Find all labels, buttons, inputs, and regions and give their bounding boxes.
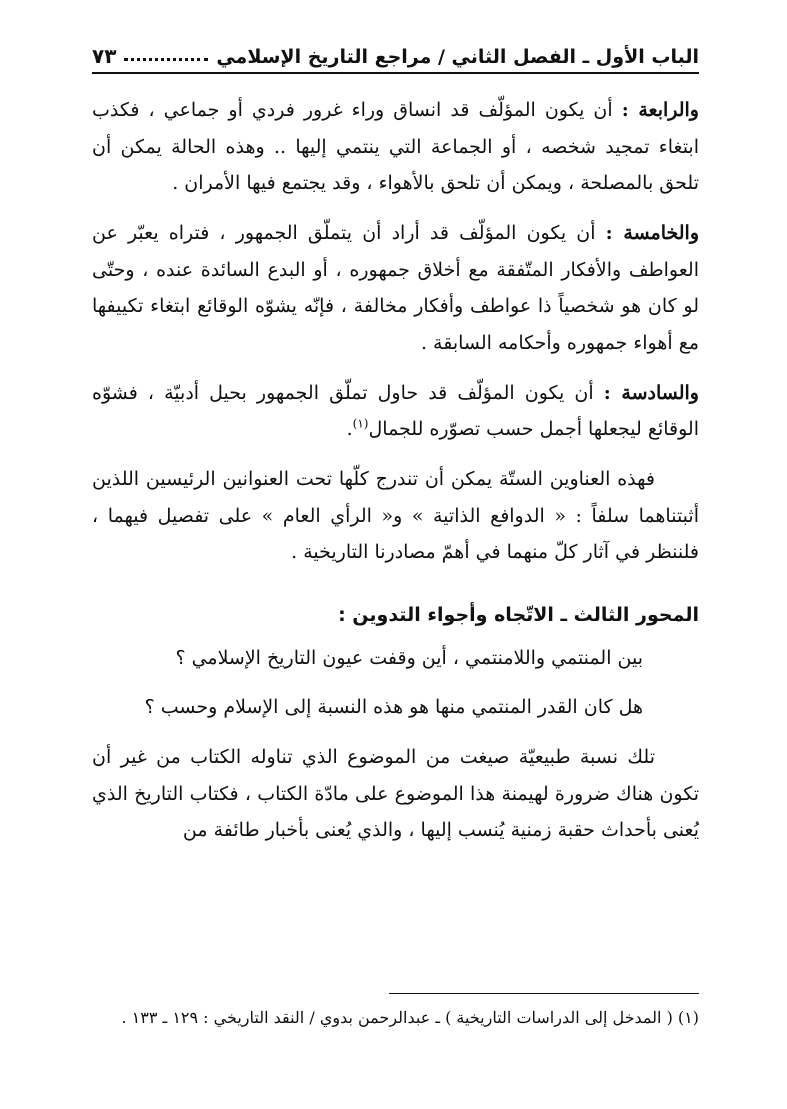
- paragraph-summary: فهذه العناوين الستّة يمكن أن تندرج كلّها تحت العنوانين الرئيسين اللذين أثبتناهما سلفاً : « الدوافع الذاتية » و« الرأي العام » على تفصيل فيهما ، فلننظر في آثار كلّ منهما في أهمّ مصادرنا التاريخية .: [92, 467, 699, 564]
- main-text: [92, 92, 699, 862]
- section-heading: المحور الثالث ـ الاتّجاه وأجواء التدوين :: [338, 603, 699, 626]
- paragraph-end: .: [346, 418, 353, 441]
- page-number: ٧٣: [92, 44, 117, 68]
- paragraph-fourth: [92, 92, 699, 202]
- running-title: الباب الأول ـ الفصل الثاني / مراجع التاريخ الإسلامي: [216, 46, 699, 68]
- paragraph-body: أن يكون المؤلّف قد حاول تملّق الجمهور بحيل أدبيّة ، فشوّه الوقائع ليجعلها أجمل حسب تصوّره للجمال: [92, 381, 699, 441]
- paragraph-section-body: تلك نسبة طبيعيّة صيغت من الموضوع الذي تناوله الكتاب من غير أن تكون هناك ضرورة لهيمنة هذا الموضوع على مادّة الكتاب ، فكتاب التاريخ الذي يُعنى بأحداث حقبة زمنية يُنسب إليها ، والذي يُعنى بأخبار طائفة من: [92, 745, 699, 842]
- footnote-reference[interactable]: (١): [352, 416, 369, 431]
- paragraph-lead: والرابعة :: [621, 99, 699, 121]
- paragraph-fifth: [92, 215, 699, 362]
- running-header: [92, 34, 699, 74]
- paragraph-lead: والخامسة :: [605, 221, 699, 244]
- paragraph-lead: والسادسة :: [603, 381, 699, 404]
- paragraph-body: أن يكون المؤلّف قد انساق وراء غرور فردي أو جماعي ، فكذب ابتغاء تمجيد شخصه ، أو الجماعة التي ينتمي إليها .. وهذه الحالة يمكن أن تلحق بالمصلحة ، ويمكن أن تلحق بالأهواء ، وقد يجتمع فيها الأمران .: [92, 99, 699, 195]
- paragraph-body: أن يكون المؤلّف قد أراد أن يتملّق الجمهور ، فتراه يعبّر عن العواطف والأفكار المتّفقة مع أخلاق جمهوره ، أو البدع السائدة عنده ، وحتّى لو كان هو شخصياً ذا عواطف وأفكار مخالفة ، فإنّه يشوّه الوقائع ابتغاء تكييفها مع أهواء جمهوره وأحكامه السابقة .: [92, 221, 699, 354]
- footnote-divider: [389, 993, 699, 994]
- question-two: هل كان القدر المنتمي منها هو هذه النسبة إلى الإسلام وحسب ؟: [144, 696, 643, 719]
- question-one: بين المنتمي واللامنتمي ، أين وقفت عيون التاريخ الإسلامي ؟: [175, 646, 643, 669]
- footnote: (١) ( المدخل إلى الدراسات التاريخية ) ـ عبدالرحمن بدوي / النقد التاريخي : ١٢٩ ـ ١٣٣ .: [121, 1008, 699, 1027]
- paragraph-sixth: [92, 375, 699, 448]
- header-leader-dots: [124, 58, 208, 61]
